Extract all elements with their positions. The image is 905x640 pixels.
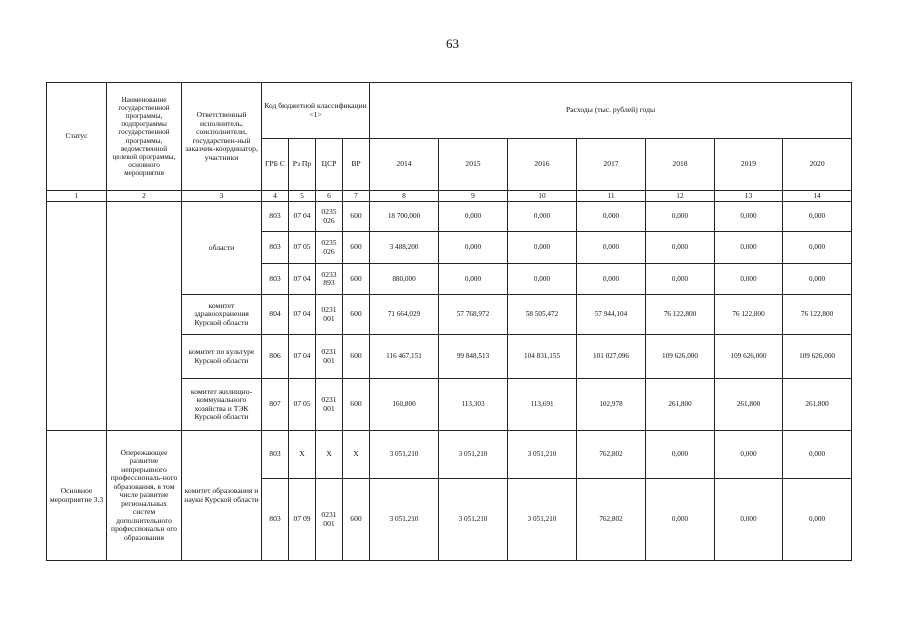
status-cell: [47, 202, 107, 431]
column-number: 4: [262, 191, 289, 202]
grbs-cell: 803: [262, 264, 289, 295]
header-row-1: [47, 83, 852, 139]
expense-value-cell: 261,800: [783, 379, 852, 431]
expense-value-cell: 261,800: [646, 379, 715, 431]
csr-cell: 0231 001: [316, 479, 343, 561]
grbs-cell: 804: [262, 295, 289, 335]
header-csr: ЦСР: [316, 139, 343, 191]
header-year: 2017: [577, 139, 646, 191]
expense-value-cell: 109 626,000: [783, 335, 852, 379]
status-cell: Основное мероприятие 3.3: [47, 431, 107, 561]
expense-value-cell: 71 664,029: [370, 295, 439, 335]
grbs-cell: 803: [262, 232, 289, 264]
expense-value-cell: 0,000: [508, 232, 577, 264]
expense-value-cell: 18 700,000: [370, 202, 439, 232]
expense-value-cell: 0,000: [577, 232, 646, 264]
grbs-cell: 803: [262, 431, 289, 479]
grbs-cell: 803: [262, 479, 289, 561]
expense-value-cell: 0,000: [439, 202, 508, 232]
program-name-cell: [107, 202, 182, 431]
vr-cell: 600: [343, 202, 370, 232]
expense-value-cell: 58 505,472: [508, 295, 577, 335]
expense-value-cell: 3 488,200: [370, 232, 439, 264]
expense-value-cell: 0,000: [508, 264, 577, 295]
header-year: 2016: [508, 139, 577, 191]
column-number-row: [47, 191, 852, 202]
expense-value-cell: 0,000: [715, 431, 783, 479]
rzpr-cell: Х: [289, 431, 316, 479]
rzpr-cell: 07 05: [289, 232, 316, 264]
budget-table: [46, 82, 852, 561]
header-name: Наименование государственной программы, подпрограммы государственной программы, ведомственной целевой программы, основного мероприятия: [107, 83, 182, 191]
expense-value-cell: 101 027,096: [577, 335, 646, 379]
rzpr-cell: 07 04: [289, 295, 316, 335]
header-year: 2015: [439, 139, 508, 191]
header-year: 2019: [715, 139, 783, 191]
expense-value-cell: 113,303: [439, 379, 508, 431]
column-number: 5: [289, 191, 316, 202]
expense-value-cell: 76 122,800: [646, 295, 715, 335]
csr-cell: 0235 026: [316, 232, 343, 264]
expense-value-cell: 57 768,972: [439, 295, 508, 335]
expense-value-cell: 0,000: [646, 202, 715, 232]
expense-value-cell: 0,000: [577, 202, 646, 232]
expense-value-cell: 762,802: [577, 431, 646, 479]
header-year: 2014: [370, 139, 439, 191]
csr-cell: 0231 001: [316, 335, 343, 379]
vr-cell: 600: [343, 232, 370, 264]
expense-value-cell: 109 626,000: [646, 335, 715, 379]
expense-value-cell: 0,000: [646, 232, 715, 264]
expense-value-cell: 880,000: [370, 264, 439, 295]
rzpr-cell: 07 04: [289, 335, 316, 379]
table-row: [47, 431, 852, 479]
vr-cell: 600: [343, 379, 370, 431]
column-number: 7: [343, 191, 370, 202]
rzpr-cell: 07 05: [289, 379, 316, 431]
expense-value-cell: 0,000: [646, 431, 715, 479]
expense-value-cell: 0,000: [646, 264, 715, 295]
header-status: Статус: [47, 83, 107, 191]
csr-cell: 0231 001: [316, 295, 343, 335]
grbs-cell: 803: [262, 202, 289, 232]
expense-value-cell: 57 944,104: [577, 295, 646, 335]
expense-value-cell: 3 051,210: [370, 479, 439, 561]
header-grbs: ГРБ С: [262, 139, 289, 191]
expense-value-cell: 0,000: [783, 202, 852, 232]
header-responsible: Ответственный исполнитель, соисполнители, государствен-ный заказчик-координатор, участники: [182, 83, 262, 191]
vr-cell: 600: [343, 295, 370, 335]
vr-cell: Х: [343, 431, 370, 479]
csr-cell: 0233 893: [316, 264, 343, 295]
page-number: 63: [446, 36, 459, 51]
header-rzpr: Рз Пр: [289, 139, 316, 191]
header-vr: ВР: [343, 139, 370, 191]
expense-value-cell: 0,000: [715, 264, 783, 295]
csr-cell: Х: [316, 431, 343, 479]
expense-value-cell: 762,802: [577, 479, 646, 561]
expense-value-cell: 109 626,000: [715, 335, 783, 379]
expense-value-cell: 0,000: [783, 232, 852, 264]
expense-value-cell: 76 122,800: [715, 295, 783, 335]
column-number: 11: [577, 191, 646, 202]
csr-cell: 0231 001: [316, 379, 343, 431]
grbs-cell: 806: [262, 335, 289, 379]
csr-cell: 0235 026: [316, 202, 343, 232]
expense-value-cell: 3 051,210: [508, 431, 577, 479]
expense-value-cell: 0,000: [439, 264, 508, 295]
header-expenses: Расходы (тыс. рублей) годы: [370, 83, 852, 139]
expense-value-cell: 0,000: [783, 431, 852, 479]
header-year: 2020: [783, 139, 852, 191]
executor-cell: области: [182, 202, 262, 295]
column-number: 14: [783, 191, 852, 202]
expense-value-cell: 3 051,210: [439, 431, 508, 479]
expense-value-cell: 102,978: [577, 379, 646, 431]
column-number: 2: [107, 191, 182, 202]
column-number: 10: [508, 191, 577, 202]
expense-value-cell: 3 051,210: [370, 431, 439, 479]
executor-cell: комитет по культуре Курской области: [182, 335, 262, 379]
column-number: 12: [646, 191, 715, 202]
expense-value-cell: 0,000: [783, 264, 852, 295]
expense-value-cell: 104 831,155: [508, 335, 577, 379]
rzpr-cell: 07 09: [289, 479, 316, 561]
column-number: 9: [439, 191, 508, 202]
expense-value-cell: 3 051,210: [439, 479, 508, 561]
column-number: 8: [370, 191, 439, 202]
expense-value-cell: 0,000: [715, 479, 783, 561]
vr-cell: 600: [343, 335, 370, 379]
expense-value-cell: 76 122,800: [783, 295, 852, 335]
expense-value-cell: 99 848,513: [439, 335, 508, 379]
expense-value-cell: 0,000: [439, 232, 508, 264]
expense-value-cell: 0,000: [646, 479, 715, 561]
column-number: 13: [715, 191, 783, 202]
expense-value-cell: 0,000: [715, 232, 783, 264]
expense-value-cell: 0,000: [577, 264, 646, 295]
column-number: 1: [47, 191, 107, 202]
column-number: 3: [182, 191, 262, 202]
expense-value-cell: 261,800: [715, 379, 783, 431]
column-number: 6: [316, 191, 343, 202]
header-year: 2018: [646, 139, 715, 191]
vr-cell: 600: [343, 479, 370, 561]
expense-value-cell: 3 051,210: [508, 479, 577, 561]
expense-value-cell: 160,800: [370, 379, 439, 431]
expense-value-cell: 0,000: [508, 202, 577, 232]
rzpr-cell: 07 04: [289, 202, 316, 232]
vr-cell: 600: [343, 264, 370, 295]
header-budget-code: Код бюджетной классификации <1>: [262, 83, 370, 139]
expense-value-cell: 0,000: [783, 479, 852, 561]
table-row: [47, 202, 852, 232]
rzpr-cell: 07 04: [289, 264, 316, 295]
expense-value-cell: 113,691: [508, 379, 577, 431]
grbs-cell: 807: [262, 379, 289, 431]
executor-cell: комитет образования и науки Курской области: [182, 431, 262, 561]
program-name-cell: Опережающее развитие непрерывного профессиональ-ного образования, в том числе развитие региональных систем дополнительного профессиональн ого образования: [107, 431, 182, 561]
expense-value-cell: 0,000: [715, 202, 783, 232]
executor-cell: комитет здравоохранения Курской области: [182, 295, 262, 335]
executor-cell: комитет жилищно-коммунального хозяйства и ТЭК Курской области: [182, 379, 262, 431]
expense-value-cell: 116 467,151: [370, 335, 439, 379]
